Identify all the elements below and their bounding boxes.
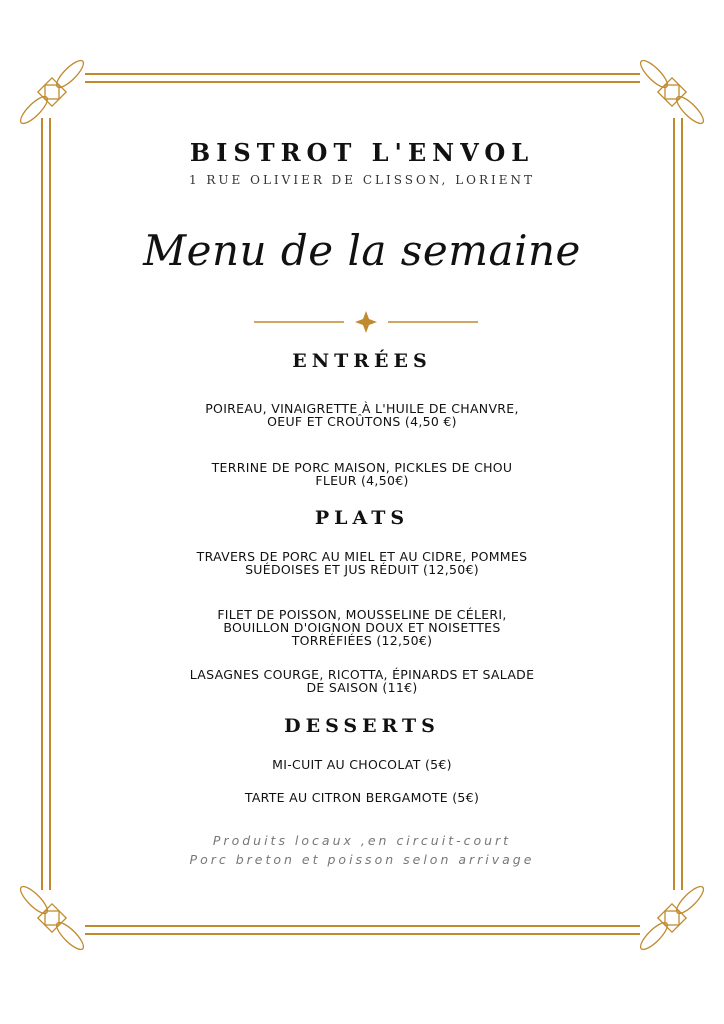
menu-item: POIREAU, VINAIGRETTE À L'HUILE DE CHANVRE, OEUF ET CROÛTONS (4,50 €) bbox=[205, 401, 519, 429]
section-title-entrees: ENTRÉES bbox=[292, 350, 432, 372]
menu-item: FILET DE POISSON, MOUSSELINE DE CÉLERI, BOUILLON D'OIGNON DOUX ET NOISETTES TORRÉFIÉES (12,50€) bbox=[217, 607, 507, 648]
section-title-desserts: DESSERTS bbox=[284, 715, 440, 737]
page-title: Menu de la semaine bbox=[143, 226, 581, 275]
footer-note: Produits locaux ,en circuit-court bbox=[212, 833, 512, 848]
menu-item: TERRINE DE PORC MAISON, PICKLES DE CHOU FLEUR (4,50€) bbox=[211, 460, 513, 488]
restaurant-address: 1 RUE OLIVIER DE CLISSON, LORIENT bbox=[188, 173, 536, 187]
menu-item: LASAGNES COURGE, RICOTTA, ÉPINARDS ET SALADE DE SAISON (11€) bbox=[189, 667, 535, 695]
corner-ornament-icon bbox=[17, 57, 707, 953]
menu-item: MI-CUIT AU CHOCOLAT (5€) bbox=[272, 757, 452, 772]
footer-note: Porc breton et poisson selon arrivage bbox=[189, 852, 535, 867]
restaurant-name: BISTROT L'ENVOL bbox=[189, 138, 535, 167]
menu-item: TRAVERS DE PORC AU MIEL ET AU CIDRE, POMMES SUÉDOISES ET JUS RÉDUIT (12,50€) bbox=[196, 549, 528, 577]
divider-star-icon bbox=[254, 311, 478, 333]
menu-item: TARTE AU CITRON BERGAMOTE (5€) bbox=[244, 790, 480, 805]
section-title-plats: PLATS bbox=[314, 507, 410, 529]
